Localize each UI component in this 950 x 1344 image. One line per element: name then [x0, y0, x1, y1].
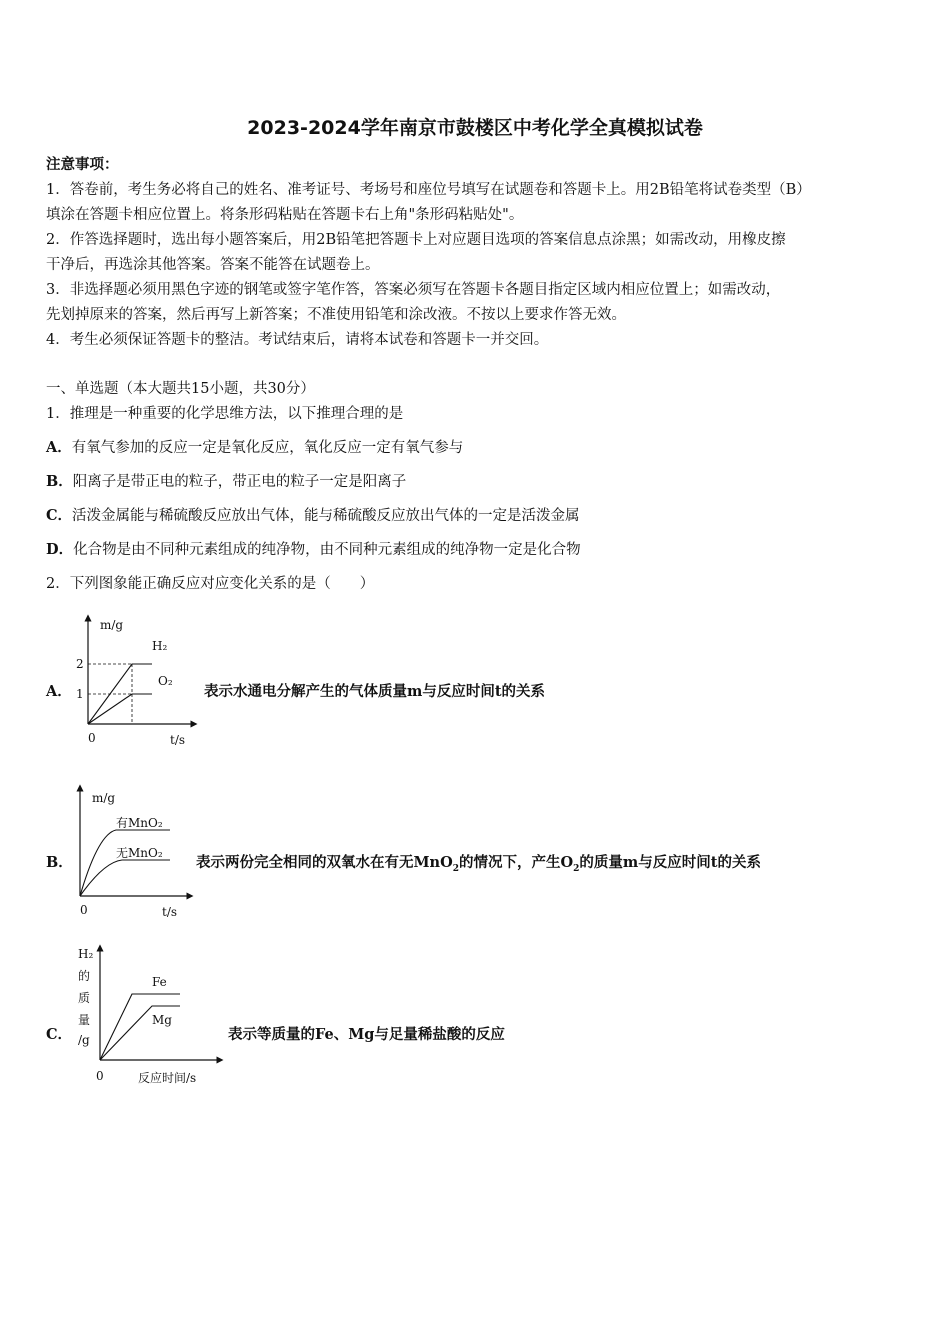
notice-line: 先划掉原来的答案，然后再写上新答案；不准使用铅笔和涂改液。不按以上要求作答无效。: [46, 307, 626, 323]
series-o2-line: [88, 694, 152, 724]
series-mg-label: Mg: [152, 1013, 172, 1027]
tick-label-2: 2: [76, 657, 84, 671]
series-h2-label: H₂: [152, 639, 168, 653]
notice-heading: 注意事项：: [46, 156, 119, 173]
option-text: 阳离子是带正电的粒子，带正电的粒子一定是阳离子: [72, 474, 407, 490]
option-text: 有氧气参加的反应一定是氧化反应，氧化反应一定有氧气参与: [71, 440, 464, 456]
series-fe-line: [100, 994, 180, 1060]
option-text: 活泼金属能与稀硫酸反应放出气体，能与稀硫酸反应放出气体的一定是活泼金属: [72, 508, 580, 524]
notice-line: 1．答卷前，考生务必将自己的姓名、准考证号、考场号和座位号填写在试题卷和答题卡上。用2B铅笔将试卷类型（B）: [46, 182, 811, 198]
series-with-mno2-label: 有MnO₂: [116, 816, 163, 830]
q2-option-b-desc: [196, 851, 761, 874]
notice-line: 填涂在答题卡相应位置上。将条形码粘贴在答题卡右上角"条形码粘贴处"。: [46, 207, 524, 223]
notice-line: 干净后，再选涂其他答案。答案不能答在试题卷上。: [46, 257, 380, 273]
y-axis-label: m/g: [92, 791, 116, 805]
series-without-mno2-curve: [80, 860, 170, 896]
desc-formula: MnO: [413, 854, 453, 871]
q2-option-b-graph: [66, 784, 196, 924]
page-title: 2023-2024学年南京市鼓楼区中考化学全真模拟试卷: [247, 117, 703, 139]
series-fe-label: Fe: [152, 975, 167, 989]
q1-option-d: [46, 538, 581, 559]
q2-option-a-desc: 表示水通电分解产生的气体质量m与反应时间t的关系: [204, 683, 546, 700]
notice-line: 3．非选择题必须用黑色字迹的钢笔或签字笔作答，答案必须写在答题卡各题目指定区域内相应位置上；如需改动，: [46, 282, 781, 298]
y-axis-label: /g: [78, 1033, 90, 1047]
q2-option-a-letter: A．: [46, 683, 72, 700]
y-axis-label: 量: [78, 1013, 91, 1027]
y-axis-label: m/g: [100, 618, 124, 632]
series-without-mno2-label: 无MnO₂: [116, 846, 163, 860]
notice-line: 2．作答选择题时，选出每小题答案后，用2B铅笔把答题卡上对应题目选项的答案信息点涂黑；如需改动，用橡皮擦: [46, 232, 786, 248]
q2-option-c-letter: C．: [46, 1026, 73, 1043]
question-2-stem: 2．下列图象能正确反应对应变化关系的是（ ）: [46, 576, 375, 592]
q1-option-a: [46, 436, 463, 457]
notice-line: 4．考生必须保证答题卡的整洁。考试结束后，请将本试卷和答题卡一并交回。: [46, 332, 549, 348]
y-axis-label: 的: [78, 969, 91, 983]
section-heading: 一、单选题（本大题共15小题，共30分）: [46, 381, 315, 397]
desc-subscript: 2: [573, 863, 580, 874]
x-axis-label: 反应时间/s: [138, 1071, 197, 1085]
y-axis-label: 质: [78, 991, 91, 1005]
origin-label: 0: [88, 731, 96, 745]
option-letter: D．: [46, 541, 74, 558]
q2-option-c-desc: 表示等质量的Fe、Mg与足量稀盐酸的反应: [228, 1026, 505, 1043]
desc-subscript: 2: [452, 863, 459, 874]
desc-text: 的情况下，产生: [459, 854, 561, 871]
origin-label: 0: [96, 1069, 104, 1083]
y-axis-label: H₂: [78, 947, 94, 961]
q2-option-c-graph: [70, 944, 230, 1088]
question-1-stem: 1．推理是一种重要的化学思维方法，以下推理合理的是: [46, 406, 404, 422]
tick-label-1: 1: [76, 687, 84, 701]
q2-option-a-graph: [70, 612, 200, 752]
option-letter: B．: [46, 473, 73, 490]
desc-text: 表示两份完全相同的双氧水在有无: [196, 854, 414, 871]
x-axis-label: t/s: [162, 905, 178, 919]
x-axis-label: t/s: [170, 733, 186, 747]
option-letter: A．: [46, 439, 72, 456]
desc-formula: O: [560, 854, 574, 871]
series-o2-label: O₂: [158, 674, 173, 688]
q1-option-b: [46, 470, 406, 491]
q2-option-b-letter: B．: [46, 854, 73, 871]
q1-option-c: [46, 504, 580, 525]
desc-text: 的质量m与反应时间t的关系: [579, 854, 761, 871]
series-with-mno2-curve: [80, 830, 170, 896]
origin-label: 0: [80, 903, 88, 917]
option-letter: C．: [46, 507, 73, 524]
option-text: 化合物是由不同种元素组成的纯净物，由不同种元素组成的纯净物一定是化合物: [73, 542, 581, 558]
